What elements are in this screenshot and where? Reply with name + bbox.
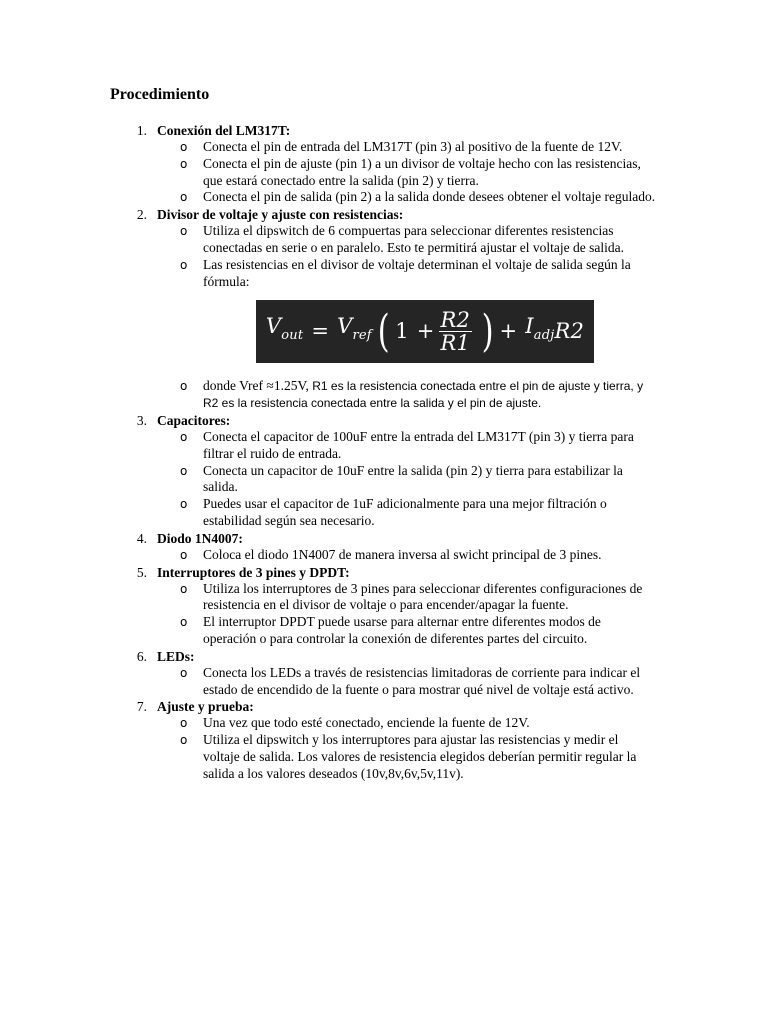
step-6 <box>0 648 768 699</box>
bullet-icon: o <box>180 497 188 512</box>
step-title: Conexión del LM317T: <box>157 123 291 138</box>
formula-one: 1 <box>395 319 409 344</box>
bullet-icon: o <box>180 463 188 478</box>
list-item <box>0 223 768 257</box>
formula-fraction <box>439 309 473 354</box>
item-text: Utiliza los interruptores de 3 pines para seleccionar diferentes configuraciones de resistencia en el divisor de voltaje o para encender/apagar la fuente. <box>203 580 643 613</box>
list-item <box>0 715 768 732</box>
bullet-icon: o <box>180 156 188 171</box>
step-title: Diodo 1N4007: <box>157 530 243 546</box>
item-text: Una vez que todo esté conectado, enciende la fuente de 12V. <box>203 715 530 731</box>
bullet-icon: o <box>180 615 188 630</box>
step-2 <box>0 206 768 412</box>
list-item <box>0 547 768 564</box>
step-header <box>0 530 768 547</box>
bullet-icon: o <box>180 547 188 562</box>
close-paren-icon: ) <box>481 305 494 357</box>
formula-image <box>256 300 594 363</box>
item-text: Las resistencias en el divisor de voltaje determinan el voltaje de salida según la fórmula: <box>203 256 631 289</box>
fraction-denominator: R1 <box>440 331 471 356</box>
list-item <box>0 463 768 497</box>
bullet-icon: o <box>180 224 188 239</box>
note-text-serif: donde Vref ≈1.25V, <box>203 378 313 394</box>
step-number: 4. <box>136 530 147 546</box>
item-text: Utiliza el dipswitch de 6 compuertas para seleccionar diferentes resistencias conectadas en serie o en paralelo. Esto te permitirá ajustar el voltaje de salida. <box>203 223 624 255</box>
formula-vref: $V_{ref}$ <box>337 314 372 344</box>
list-item <box>0 156 768 190</box>
bullet-icon: o <box>180 379 188 394</box>
step-header <box>0 698 768 715</box>
bullet-icon: o <box>180 665 188 680</box>
step-header <box>0 122 768 139</box>
fraction-numerator: R2 <box>440 308 471 333</box>
step-number: 6. <box>136 648 147 664</box>
step-title: Capacitores: <box>157 412 231 428</box>
list-item <box>0 732 768 782</box>
item-text: Puedes usar el capacitor de 1uF adicionalmente para una mejor filtración o estabilidad según sea necesario. <box>203 496 607 528</box>
step-4 <box>0 530 768 564</box>
item-text: Conecta el pin de entrada del LM317T (pin 3) al positivo de la fuente de 12V. <box>203 139 623 154</box>
step-5 <box>0 564 768 648</box>
step-header <box>0 648 768 665</box>
item-text: Coloca el diodo 1N4007 de manera inversa al swicht principal de 3 pines. <box>203 546 602 562</box>
item-text: El interruptor DPDT puede usarse para alternar entre diferentes modos de operación o para controlar la conexión de diferentes partes del circuito. <box>203 614 601 646</box>
page-heading: Procedimiento <box>110 86 210 103</box>
bullet-icon: o <box>180 429 188 444</box>
step-header <box>0 564 768 581</box>
step-title: Divisor de voltaje y ajuste con resistencias: <box>157 207 404 223</box>
open-paren-icon: ( <box>377 305 390 357</box>
step-7 <box>0 698 768 782</box>
step-number: 5. <box>136 564 147 580</box>
item-text: Conecta el pin de salida (pin 2) a la salida donde desees obtener el voltaje regulado. <box>203 189 656 205</box>
formula-r2: R2 <box>554 319 585 344</box>
procedure-list <box>0 122 768 783</box>
formula-plus: + <box>416 319 435 344</box>
item-text: Conecta el capacitor de 100uF entre la entrada del LM317T (pin 3) y tierra para filtrar el ruido de entrada. <box>203 428 634 461</box>
bullet-icon: o <box>180 581 188 596</box>
formula-plus-2: + <box>499 319 518 344</box>
list-item <box>0 665 768 699</box>
list-item <box>0 496 768 530</box>
list-item <box>0 378 768 412</box>
step-title: Ajuste y prueba: <box>157 699 254 715</box>
list-item <box>0 139 768 156</box>
bullet-icon: o <box>180 140 188 154</box>
step-number: 2. <box>136 207 147 223</box>
step-header <box>0 412 768 429</box>
bullet-icon: o <box>180 190 188 205</box>
item-text: Conecta el pin de ajuste (pin 1) a un divisor de voltaje hecho con las resistencias, que estará conectado entre la salida (pin 2) y tierra. <box>203 155 641 188</box>
item-text: Conecta un capacitor de 10uF entre la salida (pin 2) y tierra para estabilizar la salida. <box>203 462 623 495</box>
step-number: 7. <box>136 699 147 715</box>
item-text: Conecta los LEDs a través de resistencias limitadoras de corriente para indicar el estado de encendido de la fuente o para mostrar qué nivel de voltaje está activo. <box>203 664 641 697</box>
bullet-icon: o <box>180 733 188 748</box>
formula-iadj: $I_{adj}$ <box>525 314 555 344</box>
bullet-icon: o <box>180 257 188 272</box>
list-item <box>0 257 768 364</box>
step-title: Interruptores de 3 pines y DPDT: <box>157 564 350 580</box>
step-title: LEDs: <box>157 648 195 664</box>
bullet-icon: o <box>180 716 188 731</box>
step-header <box>0 206 768 223</box>
list-item <box>0 429 768 463</box>
list-item <box>0 614 768 648</box>
formula-vout: $V_{out}$ <box>265 314 304 344</box>
step-3 <box>0 412 768 530</box>
formula-equals: = <box>311 319 330 344</box>
step-number: 3. <box>136 412 147 428</box>
note-text-sans: R1 es la resistencia conectada entre el pin de ajuste y tierra, y R2 es la resistencia conectada entre la salida y el pin de ajuste. <box>203 379 644 411</box>
list-item <box>0 581 768 615</box>
step-1 <box>0 122 768 206</box>
step-number: 1. <box>136 123 147 138</box>
item-text: Utiliza el dipswitch y los interruptores para ajustar las resistencias y medir el voltaje de salida. Los valores de resistencia elegidos deberían permitir regular la salida a los valores deseados (10v,8v,6v,5v,11v). <box>203 732 637 781</box>
list-item <box>0 189 768 206</box>
